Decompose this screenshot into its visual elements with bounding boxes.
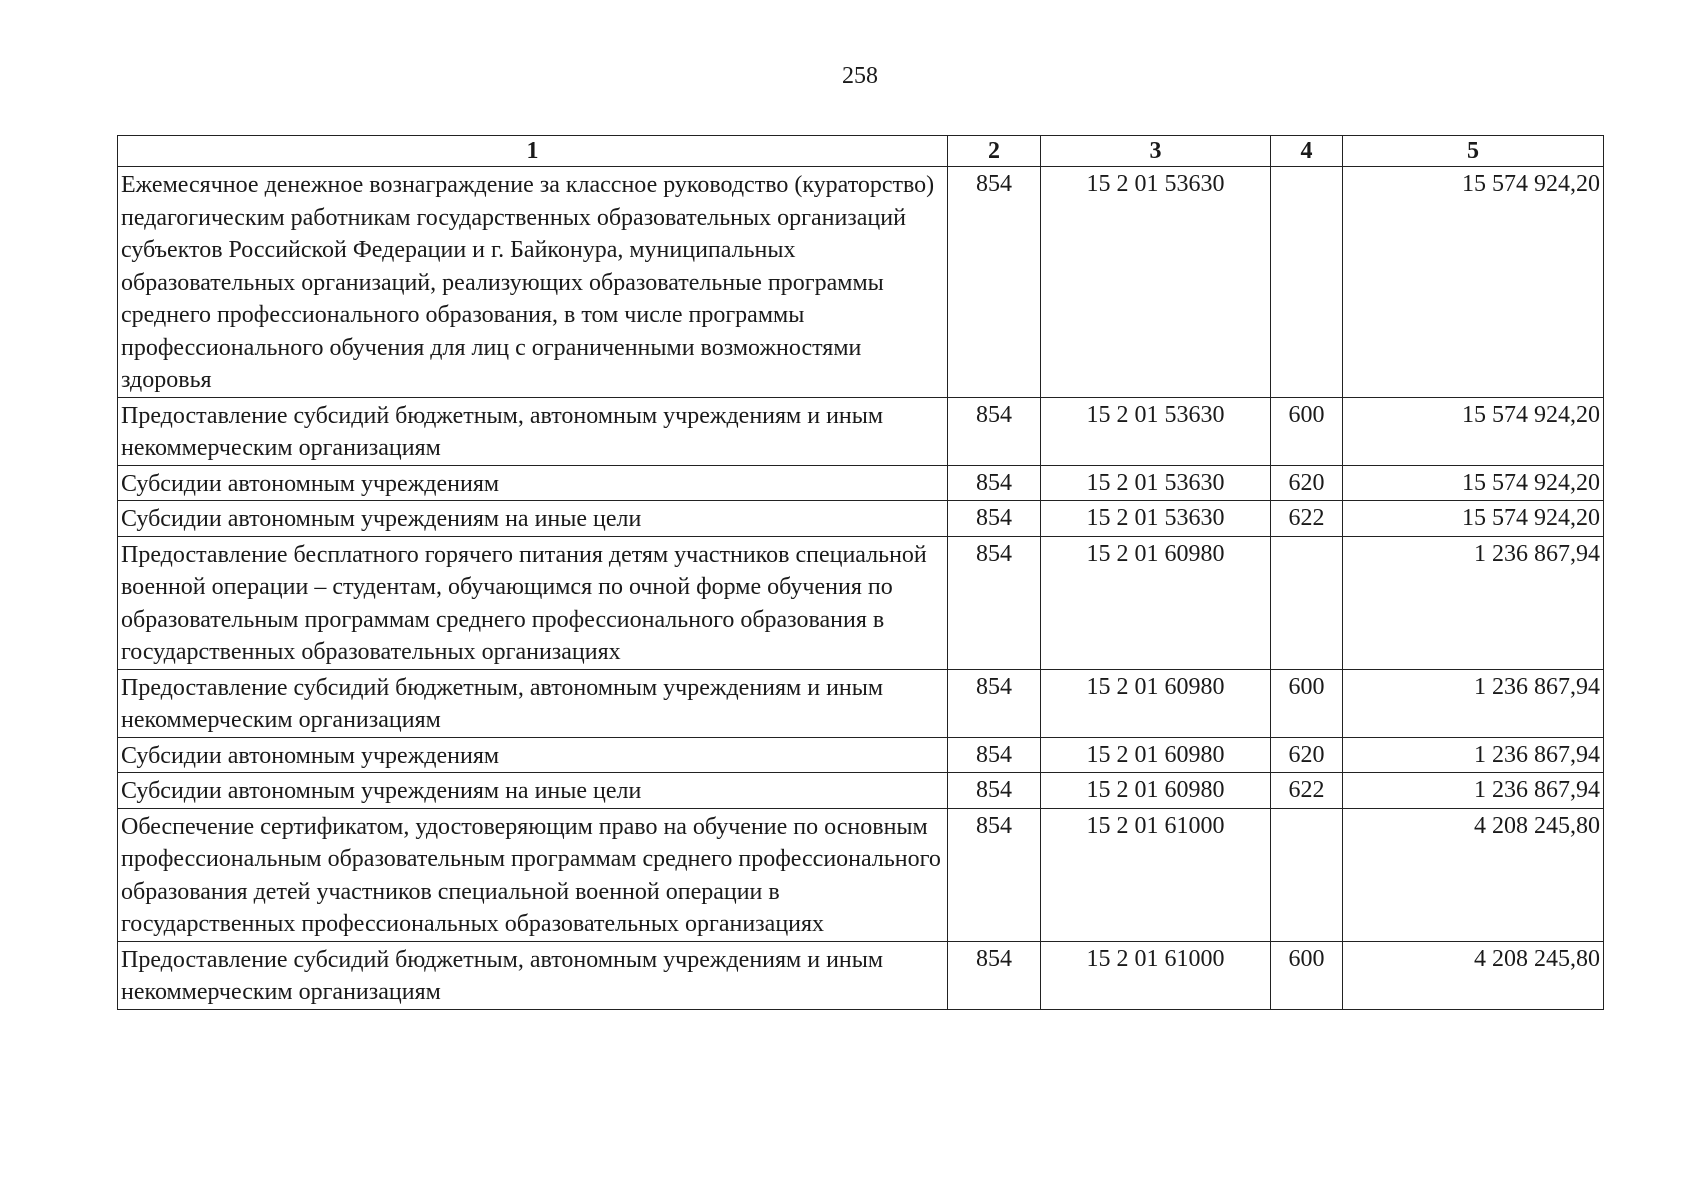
- header-col-3: 3: [1041, 136, 1271, 167]
- page-number: 258: [842, 63, 878, 89]
- table-row: [118, 669, 1604, 737]
- row-code: 854: [948, 808, 1041, 941]
- row-amount: 15 574 924,20: [1343, 501, 1604, 537]
- row-vr: 600: [1271, 941, 1343, 1009]
- table-row: [118, 501, 1604, 537]
- table-row: [118, 773, 1604, 809]
- row-name: Обеспечение сертификатом, удостоверяющим право на обучение по основным профессиональным образовательным программам среднего профессионального образования детей участников специальной военной операции в государственных профессиональных образовательных организациях: [118, 808, 948, 941]
- table-row: [118, 941, 1604, 1009]
- row-amount: 1 236 867,94: [1343, 669, 1604, 737]
- row-amount: 15 574 924,20: [1343, 167, 1604, 398]
- row-vr: 622: [1271, 501, 1343, 537]
- row-name: Предоставление субсидий бюджетным, автономным учреждениям и иным некоммерческим организациям: [118, 669, 948, 737]
- row-name: Субсидии автономным учреждениям: [118, 465, 948, 501]
- row-code: 854: [948, 536, 1041, 669]
- row-csr: 15 2 01 53630: [1041, 501, 1271, 537]
- row-code: 854: [948, 941, 1041, 1009]
- row-amount: 4 208 245,80: [1343, 808, 1604, 941]
- row-name: Предоставление бесплатного горячего питания детям участников специальной военной операции – студентам, обучающимся по очной форме обучения по образовательным программам среднего профессионального образования в государственных образовательных организациях: [118, 536, 948, 669]
- row-name: Субсидии автономным учреждениям на иные цели: [118, 501, 948, 537]
- table-row: [118, 536, 1604, 669]
- row-vr: [1271, 536, 1343, 669]
- row-amount: 1 236 867,94: [1343, 536, 1604, 669]
- row-csr: 15 2 01 61000: [1041, 941, 1271, 1009]
- header-col-2: 2: [948, 136, 1041, 167]
- row-code: 854: [948, 167, 1041, 398]
- row-name: Ежемесячное денежное вознаграждение за классное руководство (кураторство) педагогическим работникам государственных образовательных организаций субъектов Российской Федерации и г. Байконура, муниципальных образовательных организаций, реализующих образовательные программы среднего профессионального образования, в том числе программы профессионального обучения для лиц с ограниченными возможностями здоровья: [118, 167, 948, 398]
- table-row: [118, 167, 1604, 398]
- row-code: 854: [948, 737, 1041, 773]
- row-amount: 15 574 924,20: [1343, 397, 1604, 465]
- row-amount: 4 208 245,80: [1343, 941, 1604, 1009]
- table-row: [118, 737, 1604, 773]
- row-code: 854: [948, 465, 1041, 501]
- row-amount: 1 236 867,94: [1343, 737, 1604, 773]
- row-name: Предоставление субсидий бюджетным, автономным учреждениям и иным некоммерческим организациям: [118, 941, 948, 1009]
- row-vr: 620: [1271, 465, 1343, 501]
- table-header-row: [118, 136, 1604, 167]
- row-vr: 600: [1271, 669, 1343, 737]
- row-vr: 600: [1271, 397, 1343, 465]
- row-vr: [1271, 167, 1343, 398]
- table-row: [118, 465, 1604, 501]
- row-vr: [1271, 808, 1343, 941]
- row-vr: 620: [1271, 737, 1343, 773]
- row-csr: 15 2 01 60980: [1041, 669, 1271, 737]
- table-row: [118, 397, 1604, 465]
- row-code: 854: [948, 773, 1041, 809]
- row-vr: 622: [1271, 773, 1343, 809]
- row-code: 854: [948, 501, 1041, 537]
- table-row: [118, 808, 1604, 941]
- header-col-1: 1: [118, 136, 948, 167]
- row-code: 854: [948, 669, 1041, 737]
- header-col-4: 4: [1271, 136, 1343, 167]
- row-csr: 15 2 01 61000: [1041, 808, 1271, 941]
- row-name: Субсидии автономным учреждениям на иные цели: [118, 773, 948, 809]
- row-name: Субсидии автономным учреждениям: [118, 737, 948, 773]
- row-code: 854: [948, 397, 1041, 465]
- budget-table: [117, 135, 1604, 1010]
- row-name: Предоставление субсидий бюджетным, автономным учреждениям и иным некоммерческим организациям: [118, 397, 948, 465]
- row-csr: 15 2 01 60980: [1041, 773, 1271, 809]
- row-csr: 15 2 01 53630: [1041, 465, 1271, 501]
- row-amount: 1 236 867,94: [1343, 773, 1604, 809]
- row-csr: 15 2 01 60980: [1041, 737, 1271, 773]
- row-csr: 15 2 01 53630: [1041, 397, 1271, 465]
- row-csr: 15 2 01 53630: [1041, 167, 1271, 398]
- header-col-5: 5: [1343, 136, 1604, 167]
- row-csr: 15 2 01 60980: [1041, 536, 1271, 669]
- row-amount: 15 574 924,20: [1343, 465, 1604, 501]
